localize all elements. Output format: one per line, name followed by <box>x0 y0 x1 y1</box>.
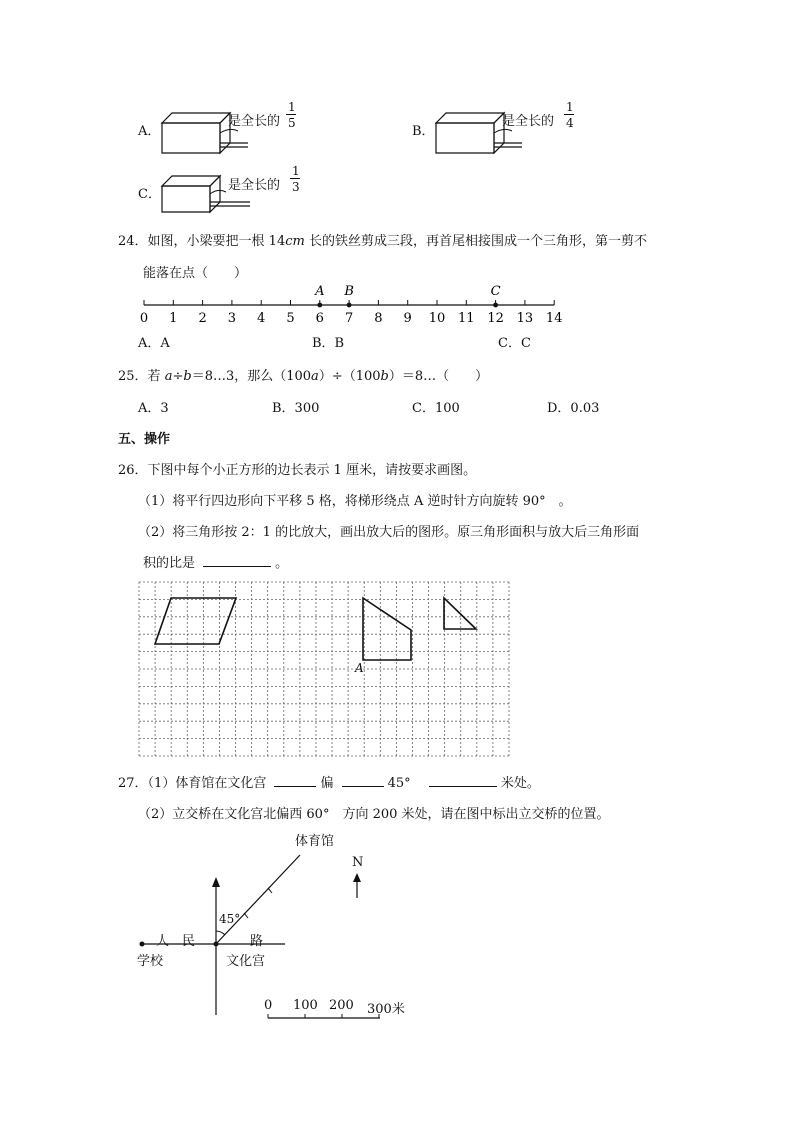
school-label: 学校 <box>137 954 164 969</box>
tick-label: 5 <box>286 311 295 326</box>
tick-label: 11 <box>458 311 475 326</box>
option-letter: A． <box>138 124 161 139</box>
option-text: 是全长的 <box>228 178 281 193</box>
answer-blank[interactable] <box>429 773 497 787</box>
parallelogram-shape <box>155 598 236 644</box>
option-letter: B． <box>412 124 435 139</box>
point-marker <box>317 303 322 308</box>
triangle-shape <box>444 598 476 629</box>
q27-sub2: （2）立交桥在文化宫北偏西 60° 方向 200 米处，请在图中标出立交桥的位置。 <box>138 807 610 822</box>
q26-stem: 26．下图中每个小正方形的边长表示 1 厘米，请按要求画图。 <box>118 463 477 478</box>
q24-stem-line2: 能落在点（ ） <box>143 266 248 281</box>
answer-blank[interactable] <box>203 553 271 567</box>
answer-blank[interactable] <box>274 773 316 787</box>
q26-sub1: （1）将平行四边形向下平移 5 格，将梯形绕点 A 逆时针方向旋转 90° 。 <box>138 494 572 509</box>
tick-label: 12 <box>487 311 504 326</box>
point-a-label: A <box>355 661 364 675</box>
fraction-denominator: 3 <box>292 180 300 194</box>
fraction-numerator: 1 <box>288 100 296 114</box>
q25-stem: 25．若 a÷b＝8…3，那么（100a）÷（100b）＝8…（ ） <box>118 369 489 384</box>
tick-label: 3 <box>227 311 237 326</box>
option-letter: C． <box>138 187 161 202</box>
school-point <box>140 942 145 947</box>
angle-label: 45° <box>219 912 241 926</box>
fraction-numerator: 1 <box>292 164 300 178</box>
drawing-grid[interactable] <box>138 581 510 757</box>
option-text: 是全长的 <box>502 114 555 129</box>
scale-label-100: 100 <box>293 998 318 1013</box>
tick-label: 14 <box>545 311 563 326</box>
point-label: C <box>490 284 501 299</box>
road-label-right: 路 <box>250 934 264 949</box>
scale-label-0: 0 <box>264 998 273 1013</box>
fraction-denominator: 5 <box>288 116 296 130</box>
q24-option-b: B．B <box>312 336 345 351</box>
q25-option-a: A．3 <box>138 401 169 416</box>
culture-palace-label: 文化宫 <box>226 954 266 969</box>
scale-label-300: 300米 <box>367 1002 405 1017</box>
q24-stem-line1: 24．如图，小梁要把一根 14cm 长的铁丝剪成三段，再首尾相接围成一个三角形，第一剪不 <box>118 234 647 249</box>
number-line <box>0 0 794 340</box>
q25-option-d: D．0.03 <box>547 401 600 416</box>
tick-label: 4 <box>257 311 266 326</box>
q25-option-c: C．100 <box>412 401 460 416</box>
tick-label: 2 <box>198 311 207 326</box>
q27-sub1: 27．（1）体育馆在文化宫 偏 45° 米处。 <box>118 772 540 791</box>
answer-blank[interactable] <box>342 773 384 787</box>
axis-arrow-icon <box>212 877 220 887</box>
point-marker <box>493 303 498 308</box>
tick-label: 9 <box>403 311 412 326</box>
q24-option-a: A．A <box>138 336 170 351</box>
tick-label: 7 <box>344 311 354 326</box>
road-label-left: 人 民 <box>156 934 196 949</box>
q26-sub2-line1: （2）将三角形按 2：1 的比放大，画出放大后的图形。原三角形面积与放大后三角形面 <box>138 525 640 540</box>
point-marker <box>347 303 352 308</box>
point-label: B <box>344 284 354 299</box>
point-label: A <box>315 284 325 299</box>
section-heading: 五、操作 <box>118 432 171 447</box>
trapezoid-shape <box>363 598 411 660</box>
scale-label-200: 200 <box>329 998 354 1013</box>
tick-label: 8 <box>374 311 383 326</box>
tick-label: 6 <box>315 311 324 326</box>
north-label: N <box>352 855 364 870</box>
fraction-numerator: 1 <box>566 100 574 114</box>
q24-option-c: C．C <box>498 336 531 351</box>
tick-label: 1 <box>169 311 178 326</box>
tick-label: 0 <box>139 311 149 326</box>
q26-sub2-line2: 积的比是 。 <box>143 552 288 571</box>
fraction-denominator: 4 <box>566 116 574 130</box>
tick-label: 10 <box>428 311 446 326</box>
stadium-label: 体育馆 <box>295 834 335 849</box>
angle-arc <box>216 931 225 935</box>
tick-label: 13 <box>516 311 534 326</box>
q25-option-b: B．300 <box>272 401 320 416</box>
option-text: 是全长的 <box>228 114 281 129</box>
